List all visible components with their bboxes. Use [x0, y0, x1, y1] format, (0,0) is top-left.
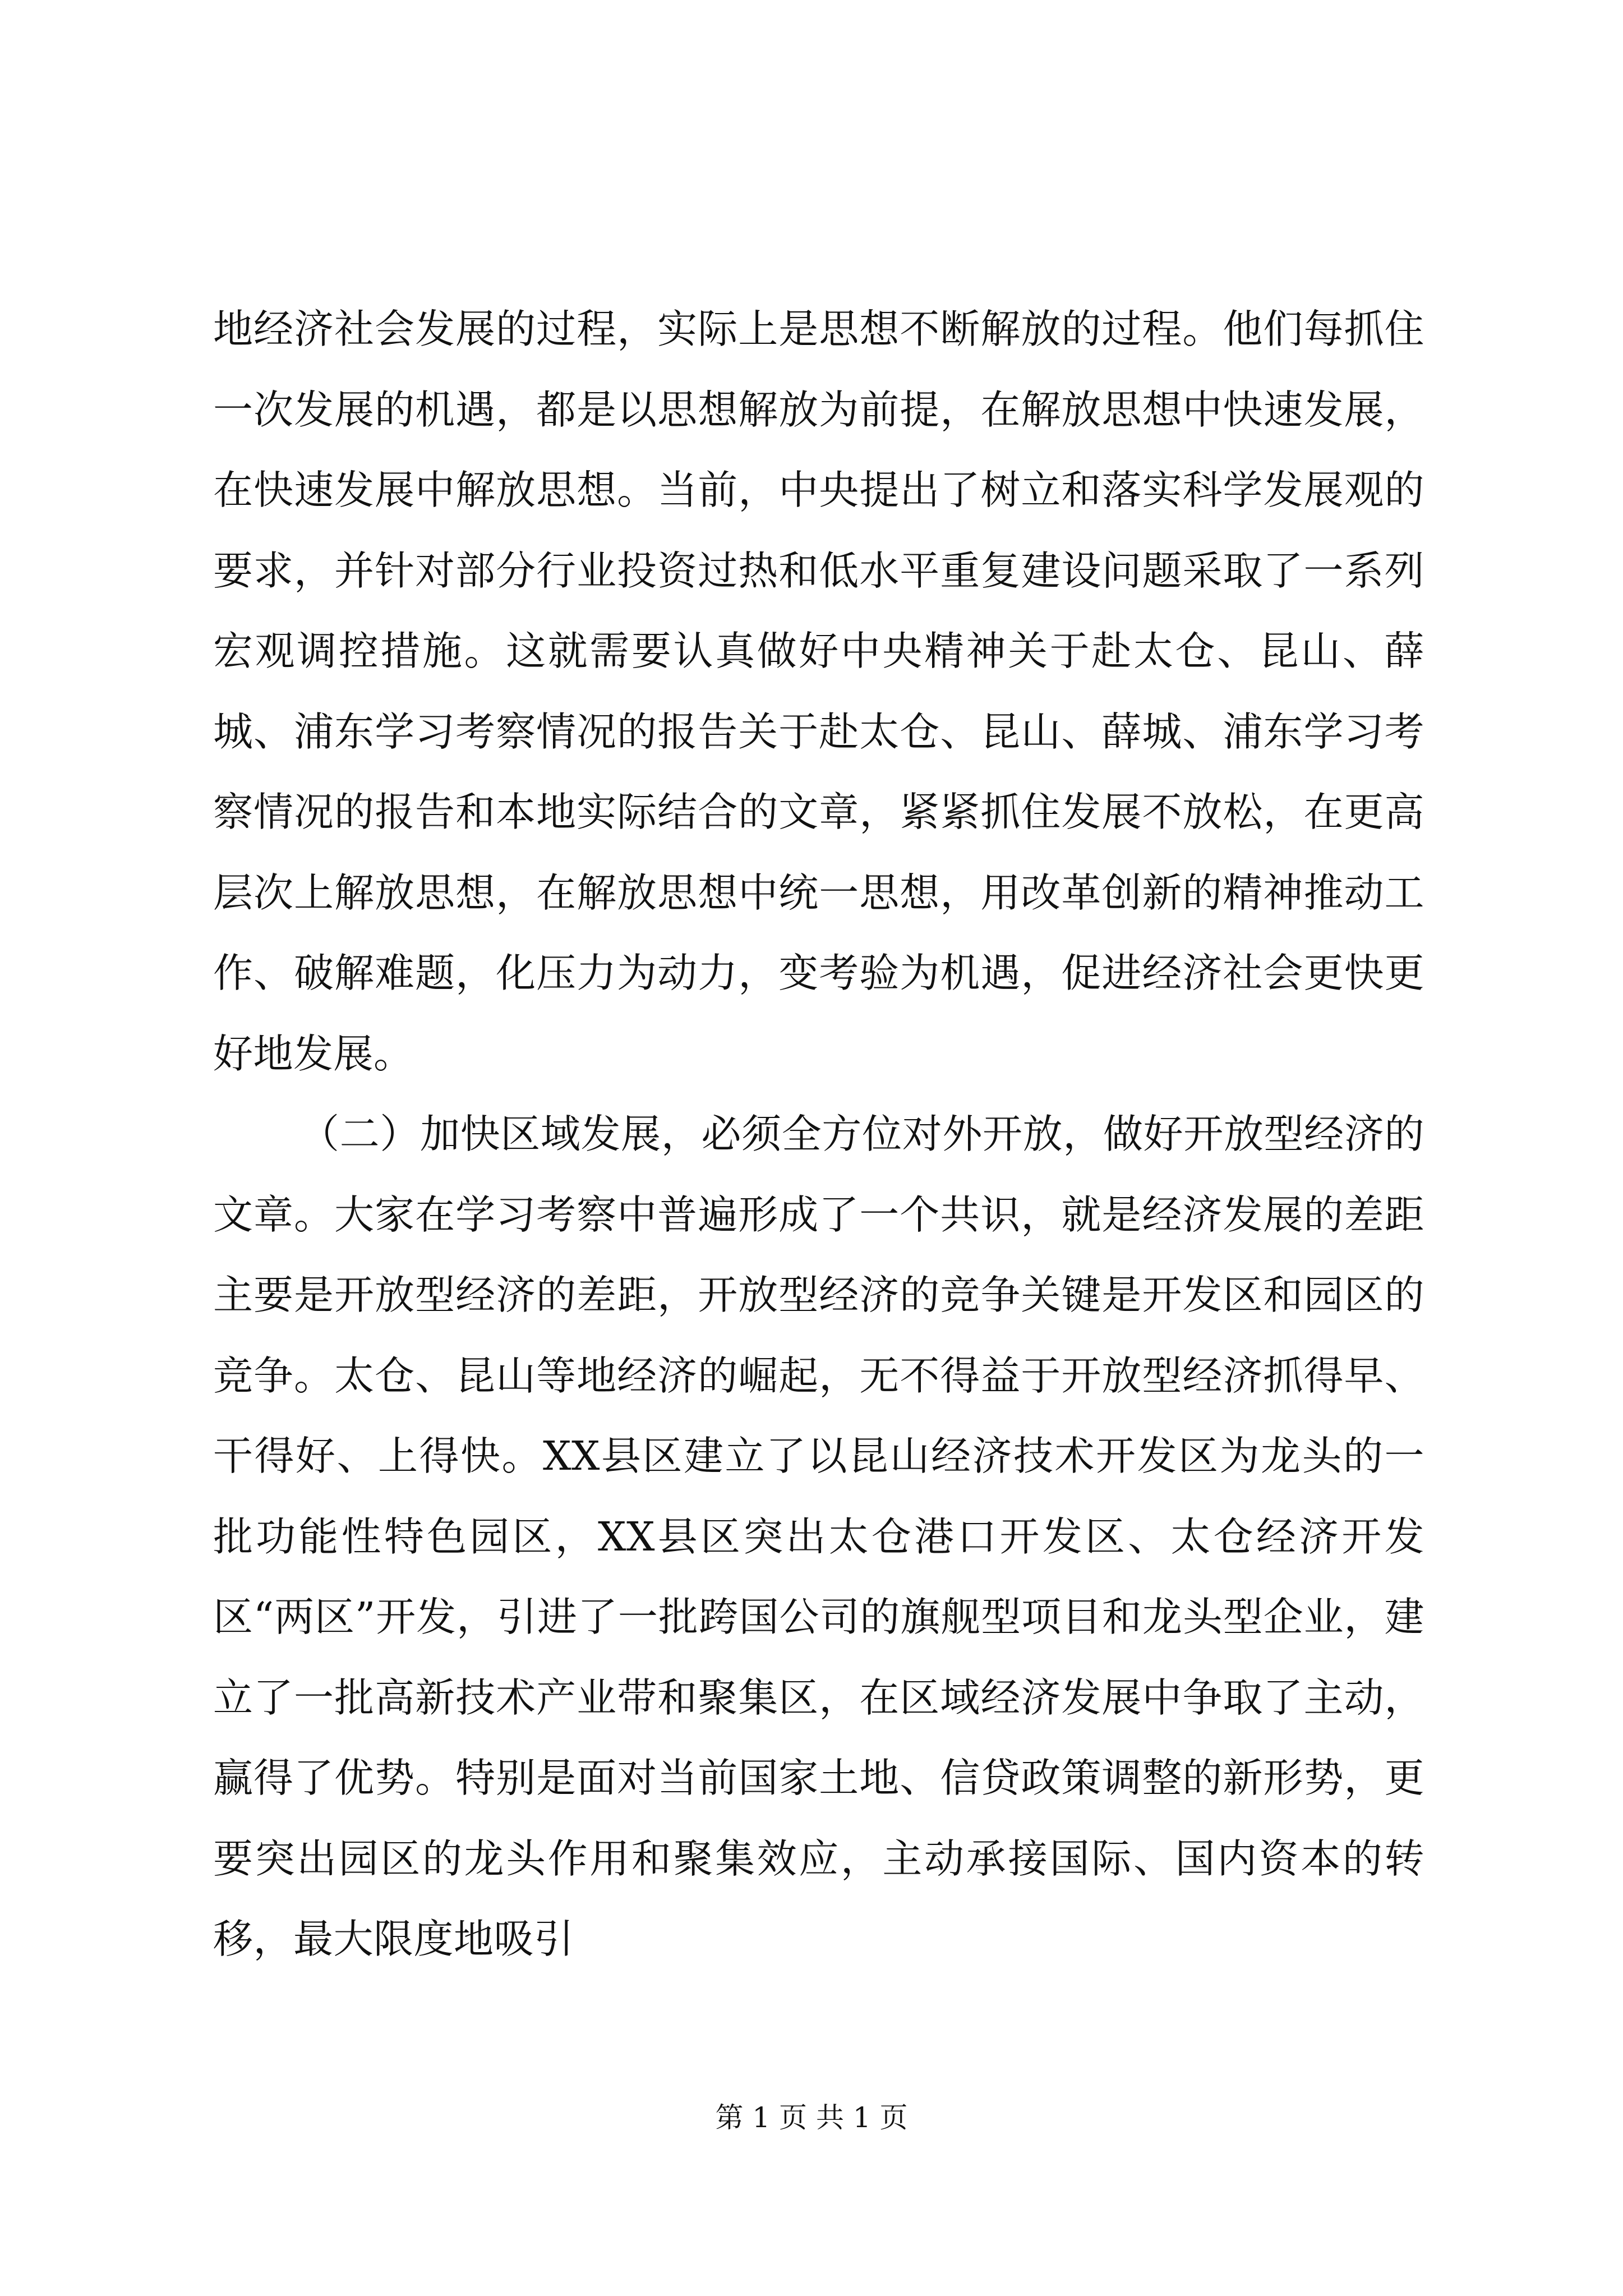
paragraph-section-two: （二）加快区域发展，必须全方位对外开放，做好开放型经济的文章。大家在学习考察中普遍形成了一个共识，就是经济发展的差距主要是开放型经济的差距，开放型经济的竞争关键是开发区和园区的竞争。太仓、昆山等地经济的崛起，无不得益于开放型经济抓得早、干得好、上得快。XX县区建立了以昆山经济技术开发区为龙头的一批功能性特色园区，XX县区突出太仓港口开发区、太仓经济开发区“两区”开发，引进了一批跨国公司的旗舰型项目和龙头型企业，建立了一批高新技术产业带和聚集区，在区域经济发展中争取了主动，赢得了优势。特别是面对当前国家土地、信贷政策调整的新形势，更要突出园区的龙头作用和聚集效应，主动承接国际、国内资本的转移，最大限度地吸引 [213, 1111, 1424, 1962]
document-body [213, 289, 1424, 1980]
page-footer: 第 1 页 共 1 页 [715, 2101, 908, 2134]
paragraph-continued: 地经济社会发展的过程，实际上是思想不断解放的过程。他们每抓住一次发展的机遇，都是以思想解放为前提，在解放思想中快速发展，在快速发展中解放思想。当前，中央提出了树立和落实科学发展观的要求，并针对部分行业投资过热和低水平重复建设问题采取了一系列宏观调控措施。这就需要认真做好中央精神关于赴太仓、昆山、薛城、浦东学习考察情况的报告关于赴太仓、昆山、薛城、浦东学习考察情况的报告和本地实际结合的文章，紧紧抓住发展不放松，在更高层次上解放思想，在解放思想中统一思想，用改革创新的精神推动工作、破解难题，化压力为动力，变考验为机遇，促进经济社会更快更好地发展。 [213, 306, 1424, 1077]
